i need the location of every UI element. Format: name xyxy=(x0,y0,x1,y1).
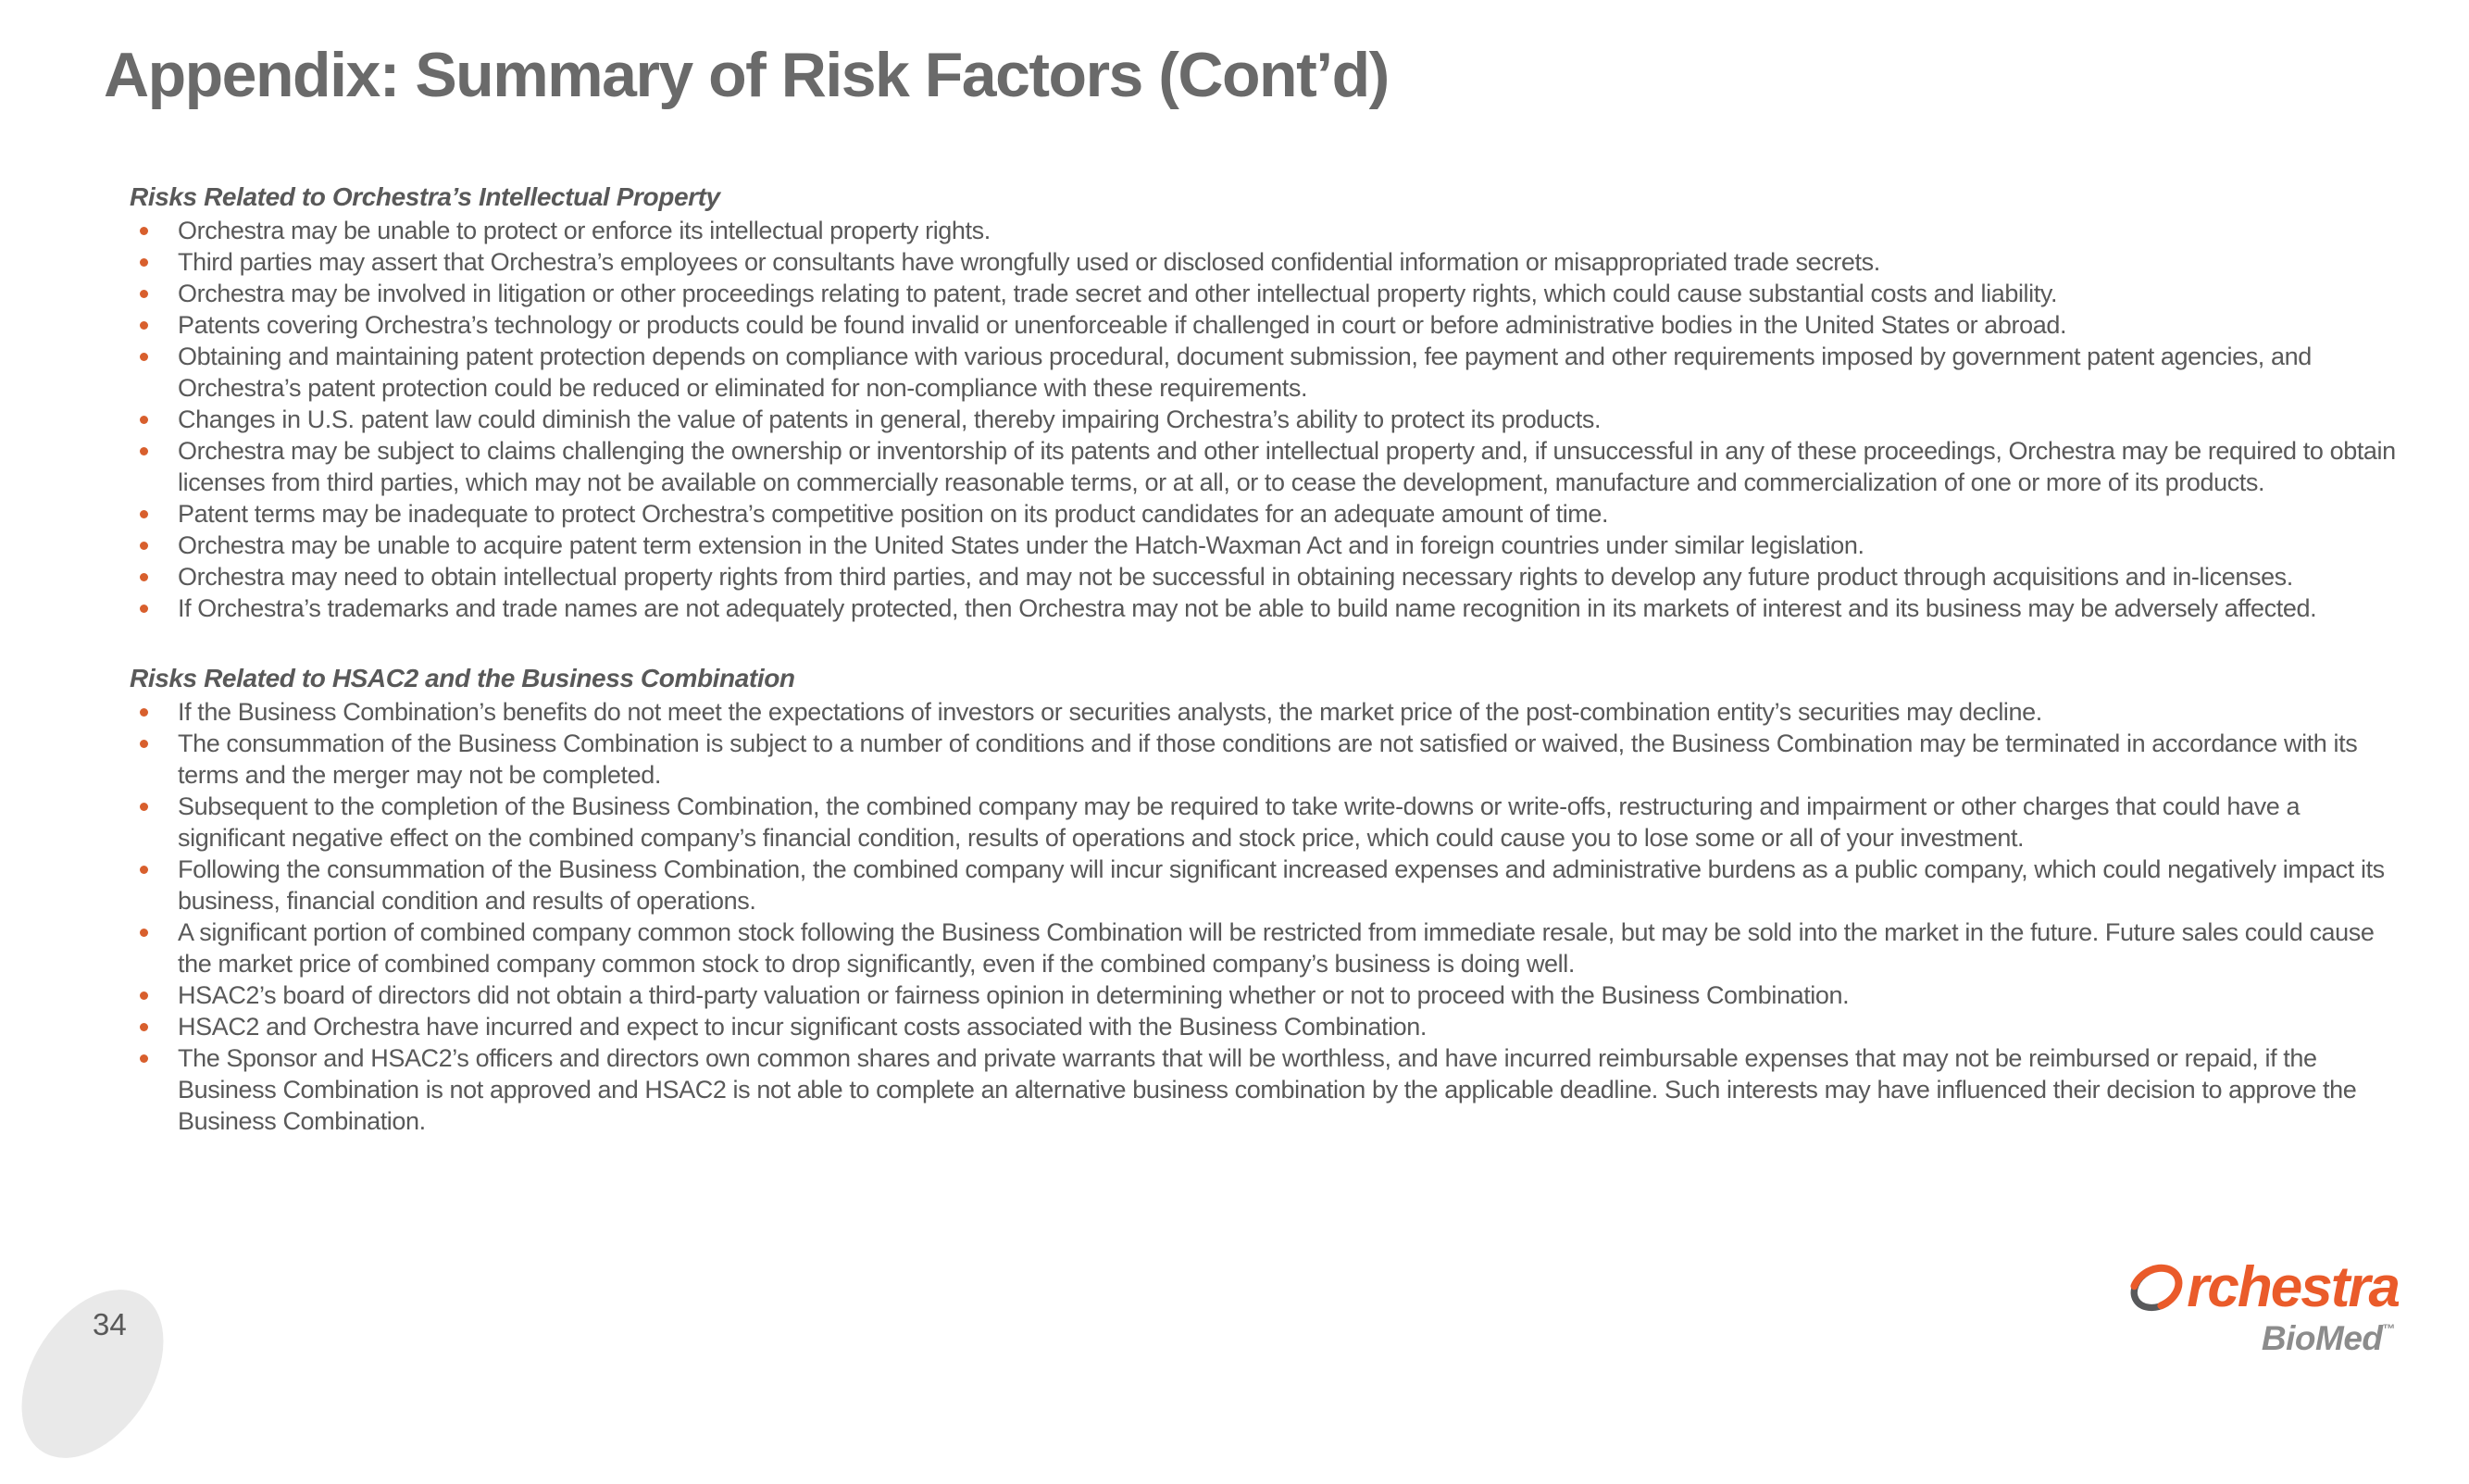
logo-wordmark xyxy=(2116,1251,2399,1325)
list-item: A significant portion of combined company common stock following the Business Combination will be restricted from immediate resale, but may be sold into the market in the future. Future sales could cause the market price of combined company common stock to drop significantly, even if the combined company’s business is doing well. xyxy=(130,917,2397,979)
list-item: Subsequent to the completion of the Business Combination, the combined company may be required to take write-downs or write-offs, restructuring and impairment or other charges that could have a significant negative effect on the combined company’s financial condition, results of operations and stock price, which could cause you to lose some or all of your investment. xyxy=(130,791,2397,854)
section-intellectual-property xyxy=(130,181,2397,624)
list-item: Patent terms may be inadequate to protect Orchestra’s competitive position on its product candidates for an adequate amount of time. xyxy=(130,498,2397,530)
list-item: Orchestra may be unable to protect or enforce its intellectual property rights. xyxy=(130,215,2397,246)
list-item: HSAC2’s board of directors did not obtain a third-party valuation or fairness opinion in determining whether or not to proceed with the Business Combination. xyxy=(130,979,2397,1011)
list-item: Following the consummation of the Business Combination, the combined company will incur significant increased expenses and administrative burdens as a public company, which could negatively impact its business, financial condition and results of operations. xyxy=(130,854,2397,917)
trademark-symbol: ™ xyxy=(2382,1321,2395,1336)
bullet-list xyxy=(130,215,2397,624)
list-item: The Sponsor and HSAC2’s officers and directors own common shares and private warrants that will be worthless, and have incurred reimbursable expenses that may not be reimbursed or repaid, if the Business Combination is not approved and HSAC2 is not able to complete an alternative business combination by the applicable deadline. Such interests may have influenced their decision to approve the Business Combination. xyxy=(130,1042,2397,1137)
page-title: Appendix: Summary of Risk Factors (Cont’d) xyxy=(104,40,1389,110)
list-item: Patents covering Orchestra’s technology or products could be found invalid or unenforceable if challenged in court or before administrative bodies in the United States or abroad. xyxy=(130,309,2397,341)
corner-decoration-ellipse xyxy=(0,1264,193,1483)
logo-brand-text: rchestra xyxy=(2187,1255,2399,1319)
orchestra-biomed-logo xyxy=(2116,1251,2399,1355)
list-item: Orchestra may be unable to acquire patent term extension in the United States under the Hatch-Waxman Act and in foreign countries under similar legislation. xyxy=(130,530,2397,561)
list-item: Orchestra may be involved in litigation or other proceedings relating to patent, trade secret and other intellectual property rights, which could cause substantial costs and liability. xyxy=(130,278,2397,309)
section-heading: Risks Related to Orchestra’s Intellectual Property xyxy=(130,182,720,211)
section-business-combination xyxy=(130,663,2397,1137)
list-item: Orchestra may be subject to claims challenging the ownership or inventorship of its patents and other intellectual property and, if unsuccessful in any of these proceedings, Orchestra may be required to obtain licenses from third parties, which may not be available on commercially reasonable terms, or at all, or to cease the development, manufacture and commercialization of one or more of its products. xyxy=(130,435,2397,498)
slide-body xyxy=(130,181,2397,1137)
logo-subbrand-text xyxy=(2262,1321,2395,1355)
list-item: If the Business Combination’s benefits do not meet the expectations of investors or securities analysts, the market price of the post-combination entity’s securities may decline. xyxy=(130,696,2397,728)
list-item: Orchestra may need to obtain intellectual property rights from third parties, and may not be successful in obtaining necessary rights to develop any future product through acquisitions and in-licenses. xyxy=(130,561,2397,592)
section-heading: Risks Related to HSAC2 and the Business Combination xyxy=(130,664,795,692)
list-item: HSAC2 and Orchestra have incurred and expect to incur significant costs associated with the Business Combination. xyxy=(130,1011,2397,1042)
bullet-list xyxy=(130,696,2397,1137)
list-item: The consummation of the Business Combination is subject to a number of conditions and if those conditions are not satisfied or waived, the Business Combination may be terminated in accordance with its terms and the merger may not be completed. xyxy=(130,728,2397,791)
list-item: If Orchestra’s trademarks and trade names are not adequately protected, then Orchestra may not be able to build name recognition in its markets of interest and its business may be adversely affected. xyxy=(130,592,2397,624)
list-item: Obtaining and maintaining patent protection depends on compliance with various procedural, document submission, fee payment and other requirements imposed by government patent agencies, and Orchestra’s patent protection could be reduced or eliminated for non-compliance with these requirements. xyxy=(130,341,2397,404)
orchestra-o-swoosh-icon xyxy=(2116,1251,2198,1325)
list-item: Third parties may assert that Orchestra’s employees or consultants have wrongfully used or disclosed confidential information or misappropriated trade secrets. xyxy=(130,246,2397,278)
list-item: Changes in U.S. patent law could diminish the value of patents in general, thereby impairing Orchestra’s ability to protect its products. xyxy=(130,404,2397,435)
page-number: 34 xyxy=(93,1307,127,1341)
logo-biomed-label: BioMed xyxy=(2261,1319,2383,1357)
